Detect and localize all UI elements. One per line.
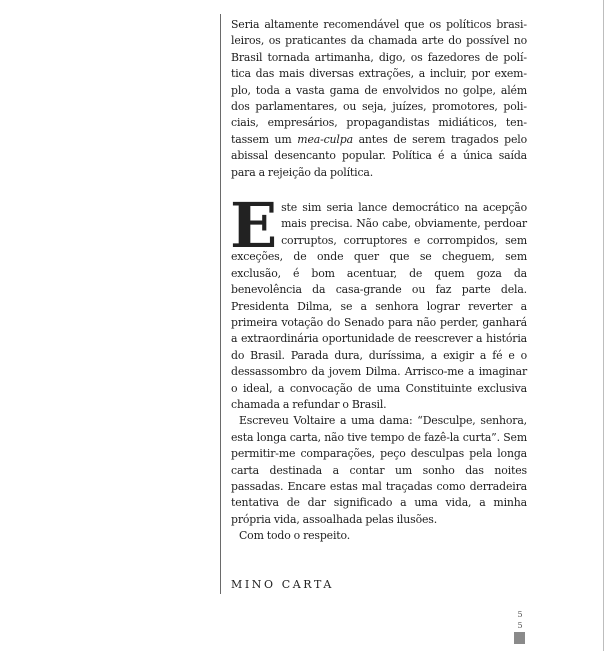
intro-line-4: tica das mais diversas extrações, a incluir, por exem [231, 67, 527, 81]
intro-line-5: plo, toda a vasta gama de envolvidos no golpe, além [231, 83, 527, 97]
intro-line-9: abissal desencanto popular. Política é a única saída [231, 149, 527, 163]
intro-line-10: para a rejeição da política. [231, 165, 374, 179]
body-paragraph [230, 189, 527, 413]
body-text: ste sim seria lance democrático na acepção mais precisa. Não cabe, obviamente, perdoar corruptos, corruptores e corrompidos, sem exceções, de onde quer que se cheguem, sem exclusão, é bom acentuar, de quem goza da benevolência da casa-grande ou faz parte dela. Presidenta Dilma, se a senhora lograr reverter a primeira votação do Senado para não perder, ganhará a extraordinária oportunidade de reescrever a história do Brasil. Parada dura, duríssima, a exigir a fé e o dessassombro da jovem Dilma. Arrisco-me a imaginar o ideal, a convocação de uma Constituinte exclusiva chamada a refundar o Brasil. [231, 201, 527, 411]
article-column [231, 17, 527, 545]
author-signature: MINO CARTA [231, 578, 334, 591]
page-number-digit-top: 5 [517, 610, 523, 619]
page-number-digit-bottom: 5 [517, 621, 523, 630]
intro-line-7: ciais, empresários, propagandistas midiáticos, ten [231, 116, 527, 130]
intro-line-3: Brasil tornada artimanha, digo, os fazedores de polí [231, 50, 527, 64]
page-edge-rule [603, 0, 604, 651]
page-number [513, 609, 527, 631]
voltaire-paragraph: Escreveu Voltaire a uma dama: “Desculpe, senhora, esta longa carta, não tive tempo de fazê-la curta”. Sem permitir-me comparações, peço desculpas pela longa carta destinada a contar um sonho das noites passadas. Encare estas mal traçadas como derradeira tentativa de dar significado a uma vida, a minha própria vida, assoalhada pelas ilusões. [231, 414, 527, 526]
intro-paragraph [231, 17, 527, 181]
intro-line-8: tassem um [231, 132, 292, 146]
folio-tab-marker [514, 632, 525, 644]
intro-line-8b: antes de serem tragados pelo [358, 132, 528, 146]
closing-line: Com todo o respeito. [239, 529, 351, 543]
drop-cap-letter: E [230, 189, 278, 263]
mea-culpa-italic: mea-culpa [297, 132, 353, 146]
column-rule [220, 14, 221, 594]
intro-line-1: Seria altamente recomendável que os políticos brasi [231, 18, 527, 31]
intro-line-2: leiros, os praticantes da chamada arte do possível no [231, 34, 527, 48]
intro-line-6: dos parlamentares, ou seja, juízes, promotores, poli [231, 100, 527, 114]
